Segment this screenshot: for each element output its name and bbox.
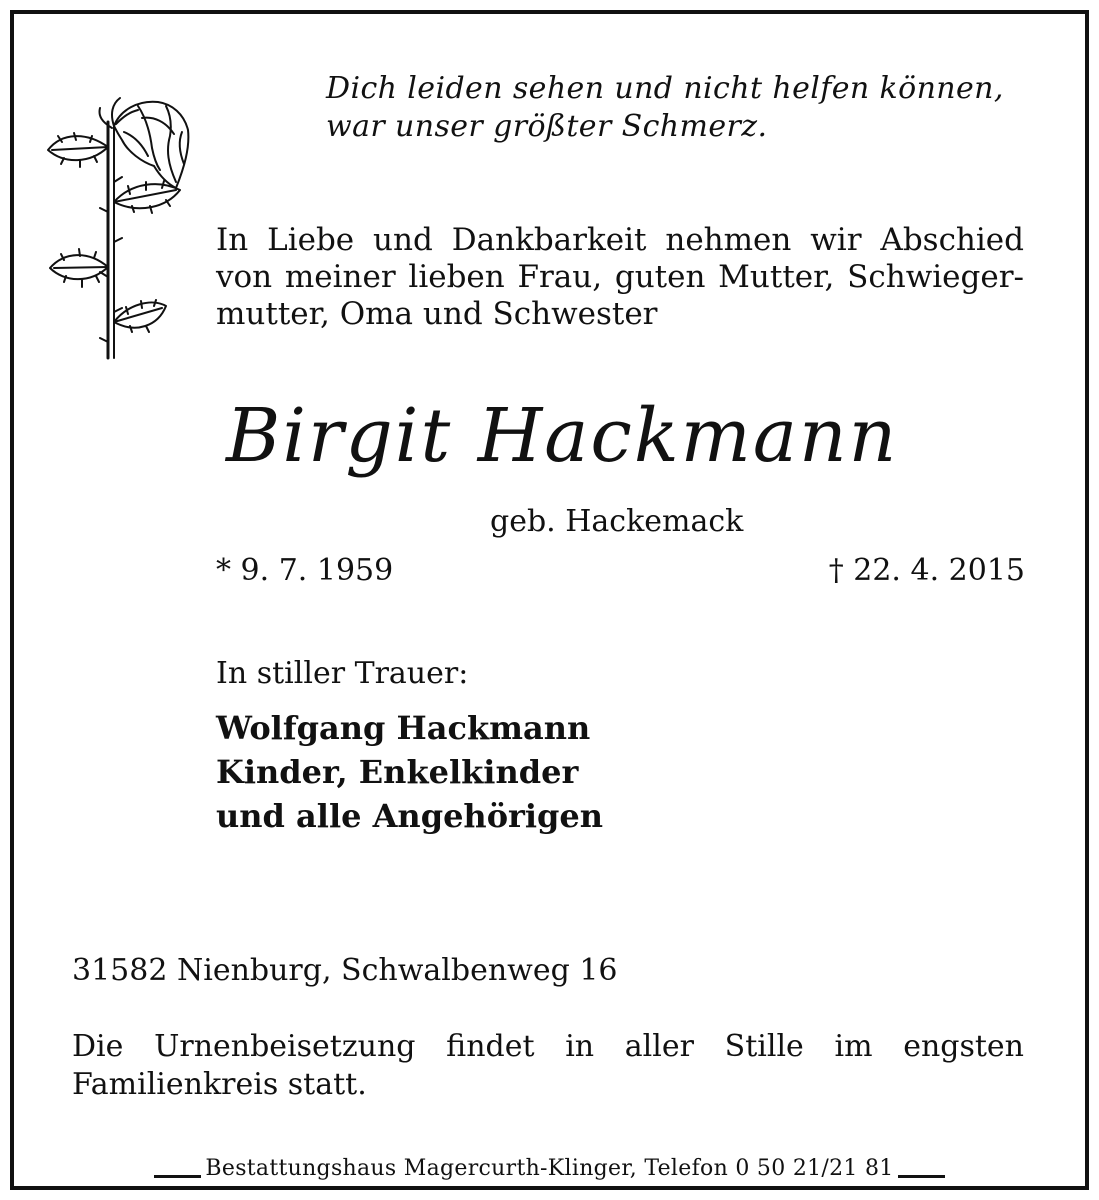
- quote-line: war unser größter Schmerz.: [326, 109, 768, 144]
- deceased-name: Birgit Hackmann: [226, 393, 899, 479]
- maiden-name: geb. Hackemack: [490, 504, 744, 539]
- quote-line: Dich leiden sehen und nicht helfen können,: [326, 71, 1004, 106]
- mourner-line: Wolfgang Hackmann: [216, 709, 591, 747]
- footer-rule-right: [898, 1175, 945, 1178]
- footer-rule-left: [154, 1175, 201, 1178]
- intro-line: von meiner lieben Frau, guten Mutter, Schwieger-: [216, 259, 1024, 295]
- mourners-list: [216, 706, 603, 838]
- rose-icon: [42, 92, 192, 364]
- mourning-label: In stiller Trauer:: [216, 656, 469, 691]
- address: 31582 Nienburg, Schwalbenweg 16: [72, 953, 618, 988]
- burial-notice: [72, 1028, 1024, 1104]
- mourner-line: und alle Angehörigen: [216, 797, 604, 835]
- funeral-home-contact: Bestattungshaus Magercurth-Klinger, Telefon 0 50 21/21 81: [205, 1156, 894, 1181]
- intro-text: [216, 222, 1024, 333]
- intro-line: In Liebe und Dankbarkeit nehmen wir Abschied: [216, 222, 1024, 258]
- birth-date: * 9. 7. 1959: [216, 553, 394, 588]
- death-date: † 22. 4. 2015: [828, 553, 1025, 588]
- mourner-line: Kinder, Enkelkinder: [216, 753, 579, 791]
- notice-line: Familienkreis statt.: [72, 1067, 367, 1102]
- intro-line: mutter, Oma und Schwester: [216, 296, 658, 332]
- quote: [326, 70, 1004, 146]
- footer: [14, 1153, 1085, 1185]
- notice-line: Die Urnenbeisetzung findet in aller Stille im engsten: [72, 1029, 1024, 1064]
